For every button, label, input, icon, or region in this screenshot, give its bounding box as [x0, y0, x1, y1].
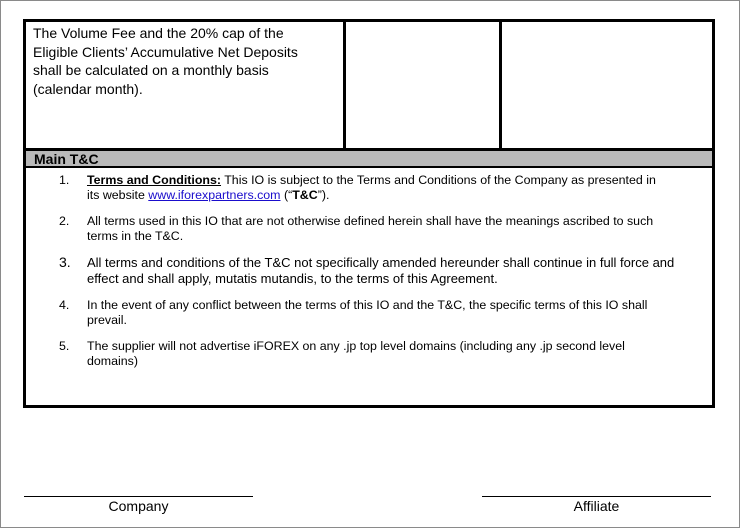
term-line: domains) — [87, 354, 138, 368]
partners-website-link[interactable]: www.iforexpartners.com — [148, 188, 281, 202]
term-line: prevail. — [87, 313, 127, 327]
term-text: ”). — [317, 188, 330, 202]
fee-text-line: The Volume Fee and the 20% cap of the — [33, 25, 284, 41]
company-signature-line — [24, 496, 253, 497]
empty-cell-right — [502, 22, 712, 148]
term-number: 3. — [59, 254, 71, 270]
term-line — [87, 173, 700, 188]
term-number: 5. — [59, 339, 70, 353]
term-line: effect and shall apply, mutatis mutandis, to the terms of this Agreement. — [87, 271, 498, 286]
terms-table — [23, 19, 715, 408]
term-number: 4. — [59, 298, 70, 312]
fee-text-line: Eligible Clients’ Accumulative Net Deposits — [33, 43, 298, 60]
term-item-5 — [26, 339, 712, 369]
fee-text-line: (calendar month). — [33, 80, 143, 97]
term-number: 2. — [59, 214, 70, 228]
term-text: its website — [87, 188, 149, 202]
term-line: The supplier will not advertise iFOREX on any .jp top level domains (including any .jp second level — [87, 339, 625, 353]
term-line — [87, 188, 700, 203]
term-text: (“ — [280, 188, 293, 202]
term-item-4 — [26, 298, 712, 328]
fee-text-line: shall be calculated on a monthly basis — [33, 62, 269, 78]
term-number: 1. — [59, 173, 70, 187]
term-line: All terms and conditions of the T&C not specifically amended hereunder shall continue in full force and — [87, 255, 675, 270]
terms-list — [26, 173, 712, 380]
fee-description-cell — [26, 22, 346, 148]
term-line: In the event of any conflict between the terms of this IO and the T&C, the specific terms of this IO shall — [87, 298, 648, 312]
term-item-3 — [26, 255, 712, 287]
company-signature-label: Company — [108, 498, 169, 514]
term-heading: Terms and Conditions: — [87, 173, 222, 187]
affiliate-signature-label: Affiliate — [573, 498, 620, 514]
term-line: All terms used in this IO that are not otherwise defined herein shall have the meanings ascribed to such — [87, 214, 654, 228]
section-header-main-tc: Main T&C — [26, 151, 712, 168]
affiliate-signature-line — [482, 496, 711, 497]
empty-cell-middle — [346, 22, 502, 148]
term-item-2 — [26, 214, 712, 244]
term-item-1 — [26, 173, 712, 203]
fee-row — [26, 22, 712, 151]
term-text: This IO is subject to the Terms and Conditions of the Company as presented in — [221, 173, 656, 187]
term-bold-abbrev: T&C — [292, 188, 318, 202]
term-line: terms in the T&C. — [87, 229, 184, 243]
